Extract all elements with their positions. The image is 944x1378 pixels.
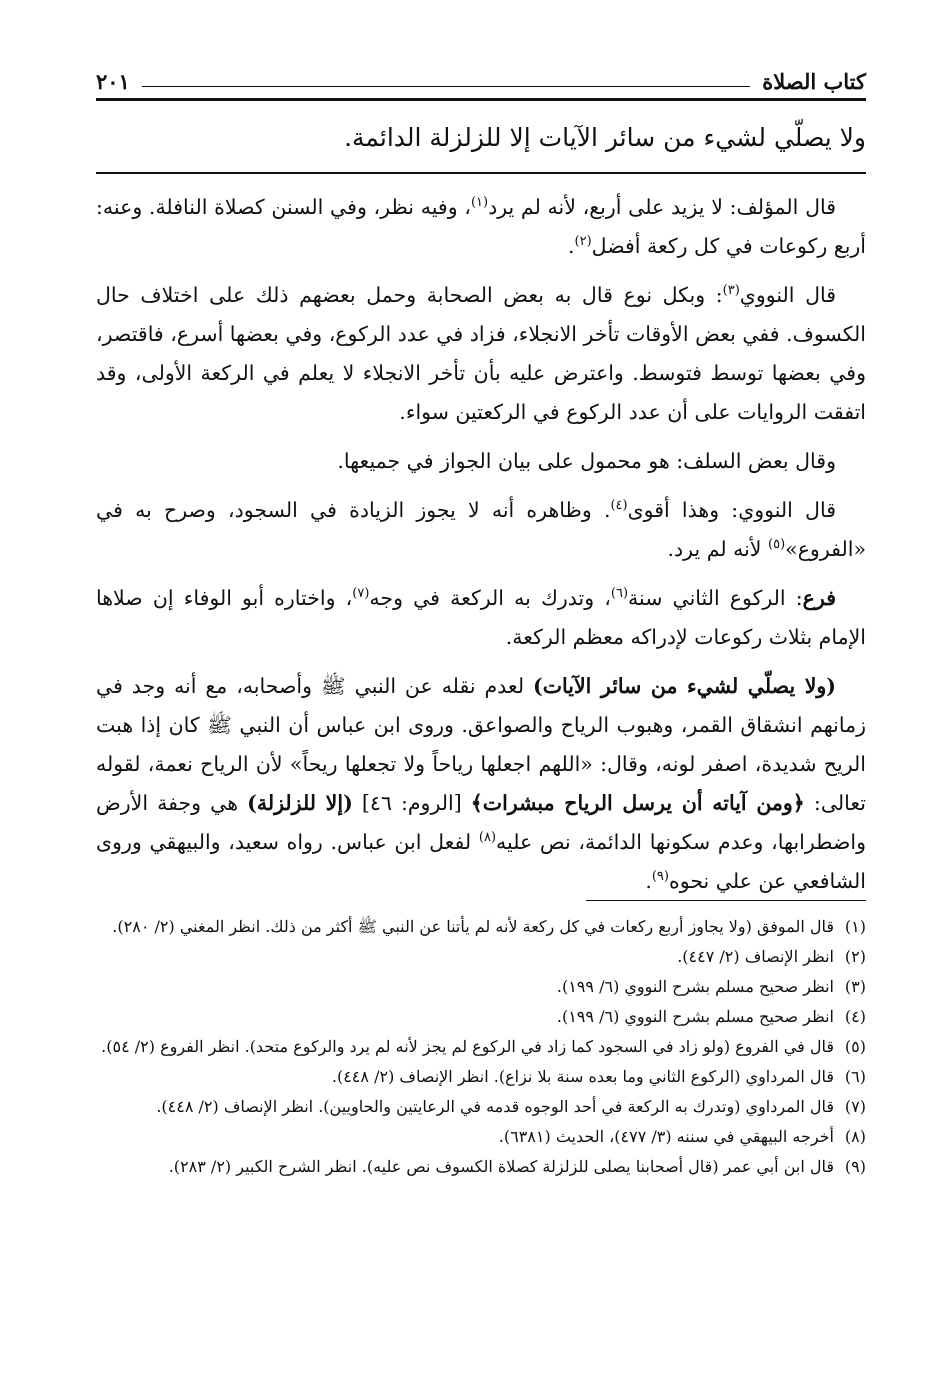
paragraph-text: [الروم: ٤٦] [352, 791, 471, 815]
footnote-item [96, 1122, 866, 1151]
commentary-paragraph [96, 491, 866, 569]
footnote-ref[interactable]: (٧) [352, 586, 370, 602]
footnote-item [96, 912, 866, 941]
footnote-number: (٩) [844, 1157, 866, 1176]
footnote-ref[interactable]: (١) [470, 195, 489, 211]
footnote-item [96, 942, 866, 971]
footnote-ref[interactable]: (٩) [651, 869, 669, 885]
footnote-text: انظر صحيح مسلم بشرح النووي (٦/ ١٩٩). [556, 977, 834, 996]
commentary-paragraph [96, 276, 866, 432]
paragraph-text: (ولا يصلّي لشيء من سائر الآيات) [533, 674, 836, 698]
footnote-ref[interactable]: (٦) [610, 586, 629, 602]
paragraph-text: وقال بعض السلف: هو محمول على بيان الجواز في جميعها. [337, 449, 836, 473]
footnote-text: قال الموفق (ولا يجاوز أربع ركعات في كل ركعة لأنه لم يأتنا عن النبي ﷺ أكثر من ذلك. انظر المغني (٢/ ٢٨٠). [112, 917, 834, 936]
footnote-text: انظر الإنصاف (٢/ ٤٤٧). [677, 947, 834, 966]
footnote-text: قال المرداوي (الركوع الثاني وما بعده سنة بلا نزاع). انظر الإنصاف (٢/ ٤٤٨). [331, 1067, 834, 1086]
footnote-number: (٤) [844, 1007, 866, 1026]
footnote-number: (٢) [844, 947, 866, 966]
paragraph-text: قال النووي: وهذا أقوى [627, 498, 836, 522]
footnote-number: (١) [844, 917, 866, 936]
footnote-divider [586, 900, 866, 901]
footnote-item [96, 1032, 866, 1061]
commentary-paragraph [96, 667, 866, 901]
paragraph-text: ﴿ومن آياته أن يرسل الرياح مبشرات﴾ [470, 791, 805, 815]
commentary-body [96, 188, 866, 911]
paragraph-text: هي وجفة الأرض واضطرابها، وعدم سكونها الدائمة، نص عليه [96, 791, 867, 854]
footnote-number: (٣) [844, 977, 866, 996]
commentary-paragraph [96, 579, 866, 657]
footnote-ref[interactable]: (٥) [768, 537, 786, 553]
paragraph-text: (إلا للزلزلة) [247, 791, 353, 815]
footnote-text: قال ابن أبي عمر (قال أصحابنا يصلى للزلزلة كصلاة الكسوف نص عليه). انظر الشرح الكبير (٢/ ٢٨٣). [168, 1157, 834, 1176]
paragraph-text: فرع [802, 586, 837, 610]
paragraph-text: قال النووي [739, 283, 837, 307]
footnote-item [96, 1092, 866, 1121]
footnote-ref[interactable]: (٣) [722, 283, 740, 299]
footnote-number: (٧) [844, 1097, 866, 1116]
footnote-item [96, 1062, 866, 1091]
paragraph-text: ، واختاره أبو الوفاء إن صلاها الإمام بثلاث ركوعات لإدراكه معظم الركعة. [96, 586, 866, 649]
footnote-text: أخرجه البيهقي في سننه (٣/ ٤٧٧)، الحديث (٦٣٨١). [498, 1127, 834, 1146]
footnote-text: قال المرداوي (وتدرك به الركعة في أحد الوجوه قدمه في الرعايتين والحاويين). انظر الإنصاف (٢/ ٤٤٨). [156, 1097, 834, 1116]
matn-text: ولا يصلّي لشيء من سائر الآيات إلا للزلزلة الدائمة. [344, 123, 866, 152]
commentary-paragraph [96, 188, 866, 266]
header-dash-line [142, 86, 750, 87]
paragraph-text: قال المؤلف: لا يزيد على أربع، لأنه لم يرد [488, 195, 837, 219]
footnote-text: قال في الفروع (ولو زاد في السجود كما زاد في الركوع لم يجز لأنه لم يرد والركوع متحد). انظر الفروع (٢/ ٥٤). [101, 1037, 834, 1056]
paragraph-text: . [568, 234, 575, 258]
footnotes [96, 912, 866, 1182]
footnote-ref[interactable]: (٢) [574, 234, 592, 250]
page-number: ٢٠١ [96, 69, 130, 94]
paragraph-text: : الركوع الثاني سنة [628, 586, 803, 610]
paragraph-text: لأنه لم يرد. [667, 537, 769, 561]
paragraph-text: ، وفيه نظر، وفي السنن كصلاة النافلة. وعنه: أربع ركوعات في كل ركعة أفضل [96, 195, 866, 258]
paragraph-text: . [645, 869, 652, 893]
footnote-number: (٦) [844, 1067, 866, 1086]
footnote-item [96, 1002, 866, 1031]
footnote-number: (٥) [844, 1037, 866, 1056]
paragraph-text: لعدم نقله عن النبي ﷺ وأصحابه، مع أنه وجد في زمانهم انشقاق القمر، وهبوب الرياح والصواعق. وروى ابن عباس أن النبي ﷺ كان إذا هبت الريح شديدة، اصفر لونه، وقال: «اللهم اجعلها رياحاً ولا تجعلها ريحاً» لأن الرياح نعمة، لقوله تعالى: [96, 674, 866, 815]
page-header [96, 60, 866, 101]
footnote-item [96, 1152, 866, 1181]
footnote-ref[interactable]: (٤) [610, 498, 628, 514]
paragraph-text: : وبكل نوع قال به بعض الصحابة وحمل بعضهم ذلك على اختلاف حال الكسوف. ففي بعض الأوقات تأخر الانجلاء، فزاد في عدد الركوع، وفي بعضها أسرع، فاقتصر، وفي بعضها توسط فتوسط. واعترض عليه بأن تأخر الانجلاء لا يعلم في الركعة الأولى، وقد اتفقت الروايات على أن عدد الركوع في الركعتين سواء. [96, 283, 866, 424]
footnote-ref[interactable]: (٨) [478, 830, 497, 846]
paragraph-text: . وظاهره أنه لا يجوز الزيادة في السجود، وصرح به في «الفروع» [96, 498, 866, 561]
footnote-text: انظر صحيح مسلم بشرح النووي (٦/ ١٩٩). [556, 1007, 834, 1026]
chapter-title: كتاب الصلاة [762, 69, 866, 94]
matn-divider [96, 172, 866, 174]
footnote-number: (٨) [844, 1127, 866, 1146]
paragraph-text: ، وتدرك به الركعة في وجه [369, 586, 611, 610]
commentary-paragraph [96, 442, 866, 481]
paragraph-text: لفعل ابن عباس. رواه سعيد، والبيهقي وروى الشافعي عن علي نحوه [96, 830, 866, 893]
footnote-item [96, 972, 866, 1001]
